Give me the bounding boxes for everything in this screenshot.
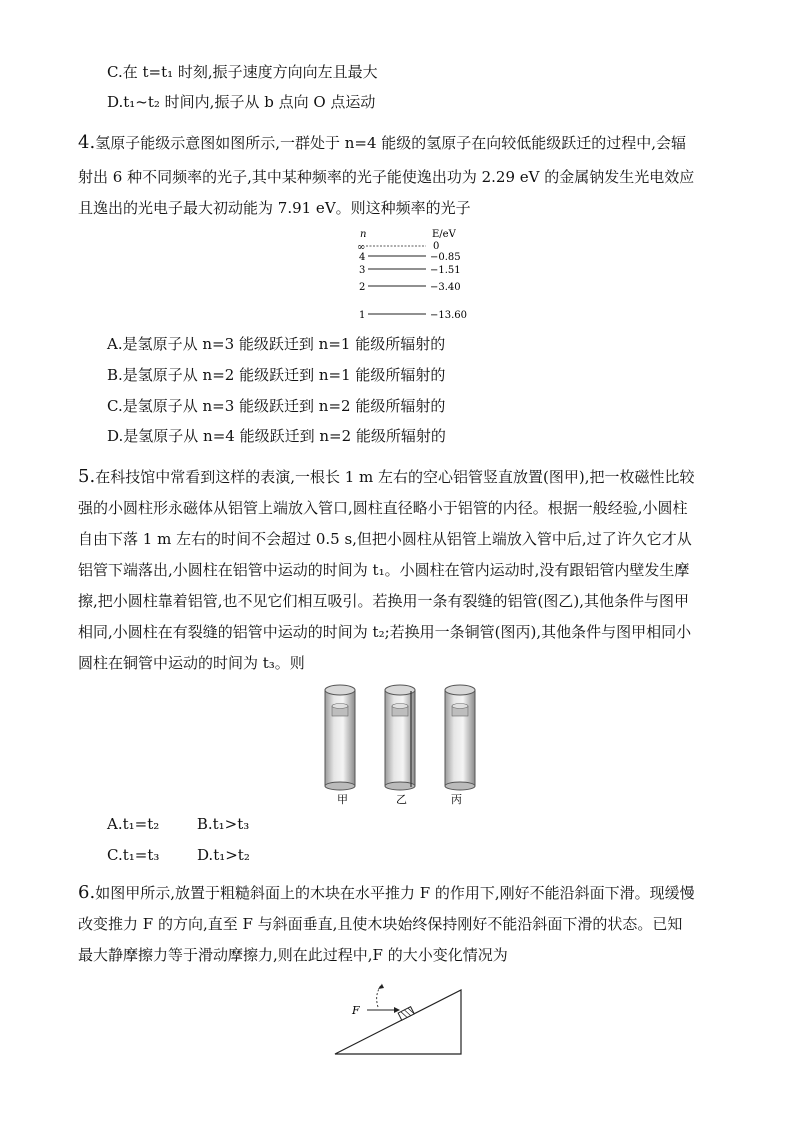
- q5-option-c: C.t₁=t₃: [107, 846, 160, 864]
- incline-figure: [330, 976, 470, 1060]
- q5-stem-line-7: 圆柱在铜管中运动的时间为 t₃。则: [78, 654, 305, 672]
- q5-number: 5.: [78, 466, 96, 487]
- energy-level-diagram: [348, 226, 478, 324]
- level-e-1: −13.60: [430, 310, 468, 321]
- q5-stem-line-6: 相同,小圆柱在有裂缝的铝管中运动的时间为 t₂;若换用一条铜管(图丙),其他条件与图甲相同小: [78, 623, 692, 641]
- tubes-figure: [318, 683, 484, 807]
- level-n-header: n: [360, 229, 367, 240]
- q3-option-c: C.在 t=t₁ 时刻,振子速度方向向左且最大: [107, 63, 378, 81]
- q4-number: 4.: [78, 132, 96, 153]
- force-label: F: [352, 1004, 360, 1017]
- q5-options-row-1: [107, 814, 249, 834]
- q4-option-a: A.是氢原子从 n=3 能级跃迁到 n=1 能级所辐射的: [107, 335, 446, 353]
- level-n-4: 4: [359, 252, 366, 263]
- tube-label-jia: 甲: [337, 793, 348, 806]
- q4-option-c: C.是氢原子从 n=3 能级跃迁到 n=2 能级所辐射的: [107, 397, 446, 415]
- q6-stem-line-2: 改变推力 F 的方向,直至 F 与斜面垂直,且使木块始终保持刚好不能沿斜面下滑的状态。已知: [78, 915, 683, 933]
- q6-number: 6.: [78, 882, 96, 903]
- level-e-3: −1.51: [430, 265, 461, 276]
- q4-stem-line-3: 且逸出的光电子最大初动能为 7.91 eV。则这种频率的光子: [78, 199, 471, 217]
- level-e-2: −3.40: [430, 282, 461, 293]
- q5-options-row-2: [107, 845, 250, 865]
- tube-label-yi: 乙: [396, 793, 407, 806]
- level-e-4: −0.85: [430, 252, 461, 263]
- level-n-1: 1: [359, 310, 366, 321]
- q5-stem-line-3: 自由下落 1 m 左右的时间不会超过 0.5 s,但把小圆柱从铝管上端放入管中后,过了许久它才从: [78, 530, 692, 548]
- q6-stem-line-3: 最大静摩擦力等于滑动摩擦力,则在此过程中,F 的大小变化情况为: [78, 946, 508, 964]
- q5-option-d: D.t₁>t₂: [196, 846, 250, 864]
- q5-stem-line-5: 擦,把小圆柱靠着铝管,也不见它们相互吸引。若换用一条有裂缝的铝管(图乙),其他条件与图甲: [78, 592, 690, 610]
- level-n-3: 3: [359, 265, 366, 276]
- q5-stem-line-1: 5.在科技馆中常看到这样的表演,一根长 1 m 左右的空心铝管竖直放置(图甲),把一枚磁性比较: [78, 466, 695, 487]
- tube-label-bing: 丙: [451, 793, 462, 806]
- q3-option-d: D.t₁~t₂ 时间内,振子从 b 点向 O 点运动: [107, 93, 376, 111]
- level-e-header: E/eV: [432, 229, 456, 240]
- level-n-2: 2: [359, 282, 366, 293]
- q5-stem-line-4: 铝管下端落出,小圆柱在铝管中运动的时间为 t₁。小圆柱在管内运动时,没有跟铝管内壁发生摩: [78, 561, 690, 579]
- q6-stem-line-1: 6.如图甲所示,放置于粗糙斜面上的木块在水平推力 F 的作用下,刚好不能沿斜面下滑。现缓慢: [78, 882, 695, 903]
- tube-bing: [445, 685, 475, 790]
- q4-option-b: B.是氢原子从 n=2 能级跃迁到 n=1 能级所辐射的: [107, 366, 446, 384]
- level-n-inf: ∞: [357, 242, 366, 253]
- tube-jia: [325, 685, 355, 790]
- level-e-inf: 0: [433, 241, 440, 252]
- q5-stem-line-2: 强的小圆柱形永磁体从铝管上端放入管口,圆柱直径略小于铝管的内径。根据一般经验,小圆柱: [78, 499, 688, 517]
- q4-stem-line-2: 射出 6 种不同频率的光子,其中某种频率的光子能使逸出功为 2.29 eV 的金属钠发生光电效应: [78, 168, 695, 186]
- tube-yi: [385, 685, 415, 790]
- q5-option-a: A.t₁=t₂: [107, 815, 160, 833]
- q4-option-d: D.是氢原子从 n=4 能级跃迁到 n=2 能级所辐射的: [107, 427, 446, 445]
- q4-stem-line-1: 4.氢原子能级示意图如图所示,一群处于 n=4 能级的氢原子在向较低能级跃迁的过程中,会辐: [78, 132, 687, 153]
- incline-triangle: [335, 990, 461, 1054]
- q5-option-b: B.t₁>t₃: [196, 815, 250, 833]
